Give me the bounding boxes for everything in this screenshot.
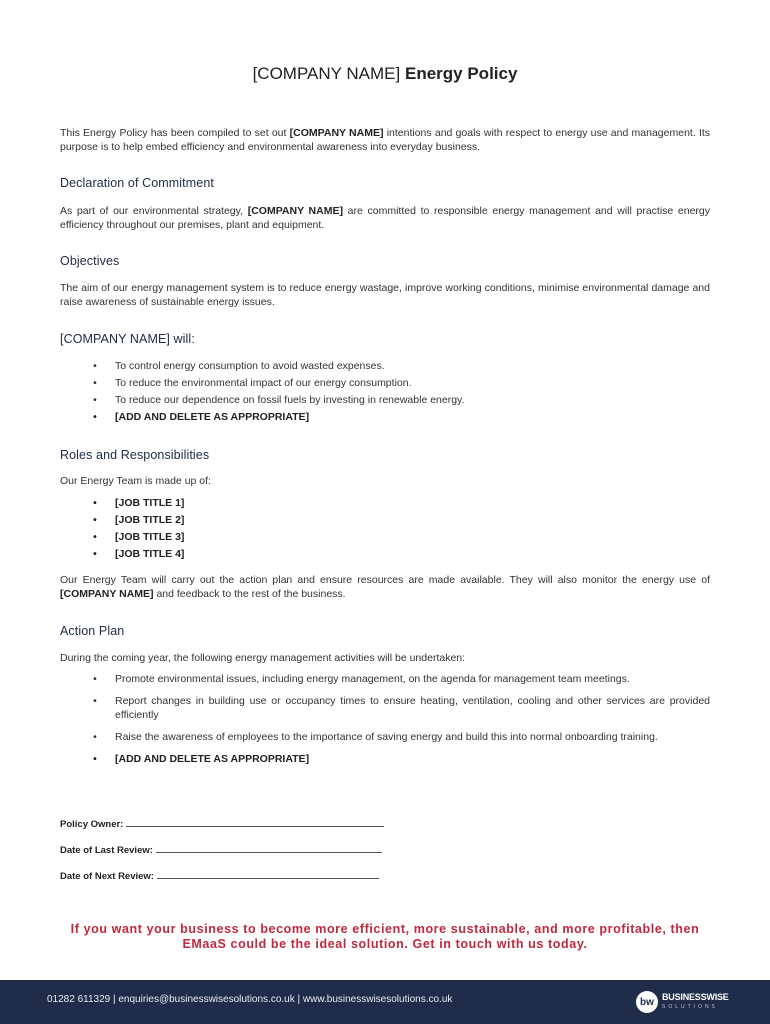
action-plan-intro: During the coming year, the following energy management activities will be undertaken: <box>60 652 466 664</box>
list-item: • To reduce our dependence on fossil fuels by investing in renewable energy. <box>93 394 465 406</box>
list-item: • Raise the awareness of employees to the importance of saving energy and build this into normal onboarding training. <box>93 731 658 743</box>
logo-mark-icon: bw <box>636 991 658 1013</box>
roles-outro: Our Energy Team will carry out the action plan and ensure resources are made available. They will also monitor the energy use of [COMPANY NAME] and feedback to the rest of the business. <box>60 574 710 600</box>
heading-declaration: Declaration of Commitment <box>60 176 214 190</box>
list-item: • [ADD AND DELETE AS APPROPRIATE] <box>93 753 310 765</box>
action-plan-list <box>90 672 710 769</box>
title-company: [COMPANY NAME] <box>252 64 401 83</box>
objectives-paragraph: The aim of our energy management system is to reduce energy wastage, improve working conditions, minimise environmental damage and raise awareness of sustainable energy issues. <box>60 282 710 308</box>
list-item: • To reduce the environmental impact of our energy consumption. <box>93 377 412 389</box>
list-item: • [JOB TITLE 4] <box>93 548 185 560</box>
list-item: • [JOB TITLE 2] <box>93 514 185 526</box>
list-item: • To control energy consumption to avoid wasted expenses. <box>93 360 385 372</box>
title-policy: Energy Policy <box>404 64 518 83</box>
list-item: • Report changes in building use or occupancy times to ensure heating, ventilation, cooling and other services are provided efficiently <box>93 695 710 721</box>
list-item: • Promote environmental issues, including energy management, on the agenda for management team meetings. <box>93 673 630 685</box>
list-item: • [JOB TITLE 1] <box>93 497 185 509</box>
last-review-field[interactable]: Date of Last Review: <box>60 843 382 856</box>
signature-line <box>156 843 382 853</box>
job-title-list <box>90 496 710 564</box>
logo-wordmark: BUSINESSWISE <box>662 992 729 1002</box>
page-title <box>0 64 770 84</box>
declaration-paragraph: As part of our environmental strategy, [COMPANY NAME] are committed to responsible energy management and will practise energy efficiency throughout our premises, plant and equipment. <box>60 205 711 231</box>
businesswise-logo <box>636 990 729 1014</box>
footer-contact[interactable]: 01282 611329 | enquiries@businesswisesolutions.co.uk | www.businesswisesolutions.co.uk <box>47 994 453 1005</box>
signature-line <box>157 869 379 879</box>
call-to-action: If you want your business to become more efficient, more sustainable, and more profitable, then EMaaS could be the ideal solution. Get in touch with us today. <box>70 922 700 951</box>
heading-objectives: Objectives <box>60 254 120 268</box>
list-item: • [ADD AND DELETE AS APPROPRIATE] <box>93 411 310 423</box>
list-item: • [JOB TITLE 3] <box>93 531 185 543</box>
roles-intro: Our Energy Team is made up of: <box>60 475 211 487</box>
logo-subtitle: SOLUTIONS <box>662 1004 718 1010</box>
heading-company-will: [COMPANY NAME] will: <box>60 332 195 346</box>
heading-action-plan: Action Plan <box>60 624 125 638</box>
heading-roles: Roles and Responsibilities <box>60 448 210 462</box>
signature-line <box>126 817 384 827</box>
next-review-field[interactable]: Date of Next Review: <box>60 869 379 882</box>
footer-bar <box>0 980 770 1024</box>
company-will-list <box>90 359 710 427</box>
policy-owner-field[interactable]: Policy Owner: <box>60 817 384 830</box>
intro-paragraph: This Energy Policy has been compiled to set out [COMPANY NAME] intentions and goals with respect to energy use and management. Its purpose is to help embed efficiency and environmental awareness into everyday business. <box>60 127 711 153</box>
